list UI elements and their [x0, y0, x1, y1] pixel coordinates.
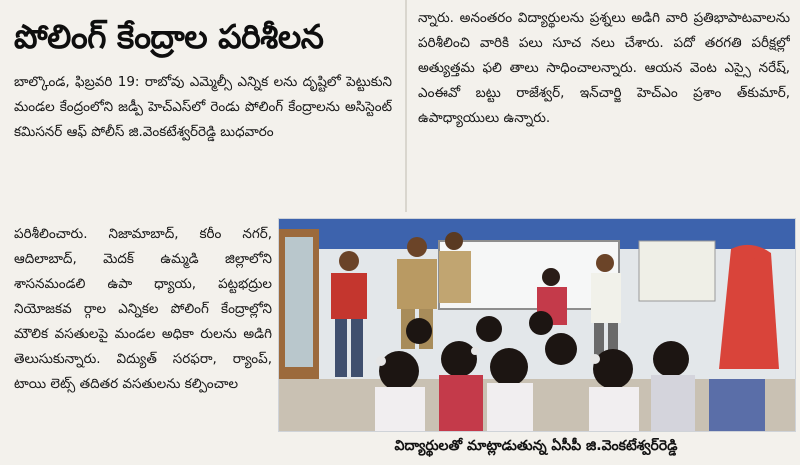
article-text-left-top: బాల్కొండ, ఫిబ్రవరి 19: రాబోవు ఎమ్మెల్సీ ఎన్నిక లను దృష్టిలో పెట్టుకుని మండల కేంద్రంలోని జడ్పీ హెచ్ఎస్‌లో రెండు పోలింగ్ కేంద్రాలను అసిస్టెంట్ కమిసనర్ ఆఫ్ పోలీస్ జి.వెంకటేశ్వర్‌రెడ్డి బుధవారం: [14, 74, 392, 140]
classroom-photo-illustration: [279, 219, 795, 431]
news-photo: [278, 218, 796, 432]
article-text-right: న్నారు. అనంతరం విద్యార్థులను ప్రశ్నలు అడిగి వారి ప్రతిభాపాటవాలను పరిశీలించి వారికి పలు సూచ నలు చేశారు. పదో తరగతి పరీక్షల్లో అత్యుత్తమ ఫలి తాలు సాధించాలన్నారు. ఆయన వెంట ఎస్సై నరేష్, ఎంఈవో బట్టు రాజేశ్వర్, ఇన్‌చార్జి హెచ్ఎం ప్రశాం త్‌కుమార్, ఉపాధ్యాయులు ఉన్నారు.: [418, 10, 790, 126]
column-divider: [405, 0, 407, 212]
article-text-left-bottom: పరిశీలించారు. నిజామాబాద్, కరీం నగర్, ఆదిలాబాద్, మెదక్ ఉమ్మడి జిల్లాలోని శాసనమండలి ఉపా ధ్యాయ, పట్టభద్రుల నియోజకవ ర్గాల ఎన్నికల పోలింగ్ కేంద్రాల్లోని మౌలిక వసతులపై మండల అధికా రులను అడిగి తెలుసుకున్నారు. విద్యుత్ సరఫరా, ర్యాంప్, టాయి లెట్స్ తదితర వసతులను కల్పించాల: [14, 226, 272, 392]
headline: పోలింగ్ కేంద్రాల పరిశీలన: [14, 17, 324, 56]
photo-caption: విద్యార్థులతో మాట్లాడుతున్న ఏసీపీ జి.వెంకటేశ్వర్‌రెడ్డి: [394, 438, 678, 454]
